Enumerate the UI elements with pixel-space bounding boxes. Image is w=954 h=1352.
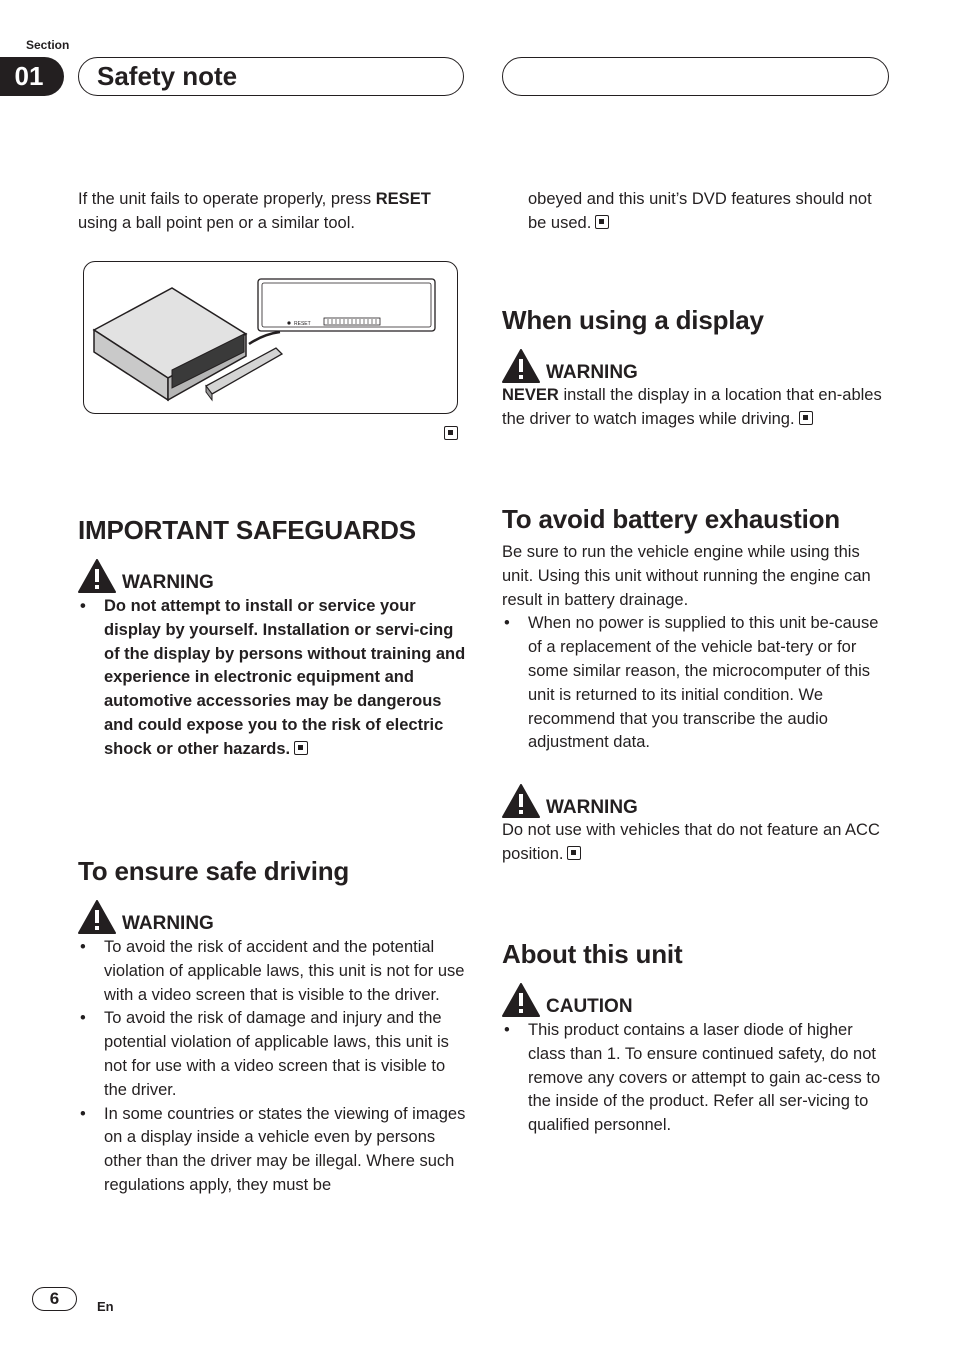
continued-text-block: [528, 188, 890, 236]
header-empty-pill: [502, 57, 889, 96]
reset-figure-label: RESET: [294, 321, 311, 327]
head-unit-drawing: [84, 262, 459, 415]
reset-instruction-pre: If the unit fails to operate properly, press: [78, 190, 376, 208]
warning-triangle-icon: [78, 900, 116, 934]
battery-section: [502, 504, 894, 867]
display-section: [502, 305, 894, 432]
reset-keyword: RESET: [375, 190, 431, 208]
display-heading: When using a display: [502, 305, 764, 335]
display-warning-body: install the display in a location that en-ables the driver to watch images while driving.: [502, 386, 882, 428]
page-number: 6: [32, 1287, 77, 1311]
warning-triangle-icon: [502, 784, 540, 818]
battery-intro: Be sure to run the vehicle engine while using this unit. Using this unit without running the engine can result in battery drainage.: [502, 543, 871, 609]
end-mark-icon: [567, 846, 581, 860]
never-keyword: NEVER: [502, 386, 559, 404]
about-caution: [502, 981, 894, 1017]
safeguards-section: [78, 515, 470, 762]
warning-label: WARNING: [122, 572, 214, 593]
continued-text: [528, 188, 890, 236]
left-column-intro: [78, 188, 470, 236]
list-item: • To avoid the risk of accident and the potential violation of applicable laws, this unit is not for use with a video screen that is visible to the driver.: [78, 936, 470, 1007]
reset-instruction-post: using a ball point pen or a similar tool.: [78, 213, 355, 232]
language-code: En: [97, 1299, 114, 1314]
safe-driving-warning: [78, 898, 470, 934]
warning-triangle-icon: [78, 559, 116, 593]
safe-driving-list: [78, 936, 470, 1198]
battery-warning: [502, 782, 894, 818]
reset-instruction: [78, 188, 470, 236]
battery-warning-body: Do not use with vehicles that do not feature an ACC position.: [502, 821, 880, 863]
warning-label: WARNING: [546, 797, 638, 819]
list-item: • When no power is supplied to this unit be-cause of a replacement of the vehicle bat-tery or for some similar reason, the microcomputer of this unit is returned to its initial condition. We recommend that you transcribe the audio adjustment data.: [502, 612, 894, 755]
end-mark-icon: [444, 426, 458, 440]
safeguards-bullet-text: Do not attempt to install or service your display by yourself. Installation or servi-cing of the display by persons without training and experience in electronic equipment and automotive accessories may be dangerous and could expose you to the risk of electric shock or other hazards.: [104, 597, 466, 758]
end-mark-icon: [595, 215, 609, 229]
about-list: [502, 1019, 894, 1138]
list-item: • In some countries or states the viewing of images on a display inside a vehicle even by persons other than the driver may be illegal. Where such regulations apply, they must be: [78, 1103, 470, 1198]
list-item: • To avoid the risk of damage and injury and the potential violation of applicable laws, this unit is not for use with a video screen that is visible to the driver.: [78, 1007, 470, 1102]
safeguards-list: [78, 595, 470, 762]
end-mark-icon: [294, 741, 308, 755]
reset-illustration: [83, 261, 458, 414]
caution-triangle-icon: [502, 983, 540, 1017]
warning-label: WARNING: [122, 913, 214, 934]
about-section: [502, 939, 894, 1138]
display-warning-text: [502, 384, 894, 432]
section-label: Section: [26, 38, 70, 52]
continued-text-body: obeyed and this unit’s DVD features should not be used.: [528, 190, 872, 232]
safe-driving-heading: To ensure safe driving: [78, 856, 350, 886]
list-item: • This product contains a laser diode of higher class than 1. To ensure continued safety, do not remove any covers or attempt to gain ac-cess to the inside of the product. Refer all ser-vicing to qualified personnel.: [502, 1019, 894, 1138]
safeguards-warning: [78, 557, 470, 593]
safeguards-heading: IMPORTANT SAFEGUARDS: [78, 515, 416, 545]
warning-label: WARNING: [546, 362, 638, 383]
section-number-badge: 01: [0, 57, 64, 96]
page-title: Safety note: [78, 57, 464, 96]
end-mark-icon: [799, 411, 813, 425]
caution-label: CAUTION: [546, 996, 633, 1017]
list-item: [78, 595, 470, 762]
display-warning: [502, 347, 894, 383]
warning-triangle-icon: [502, 349, 540, 383]
safe-driving-section: [78, 856, 470, 1198]
battery-warning-text: [502, 819, 894, 867]
battery-list: [502, 612, 894, 755]
battery-heading: To avoid battery exhaustion: [502, 504, 840, 534]
about-heading: About this unit: [502, 939, 683, 969]
